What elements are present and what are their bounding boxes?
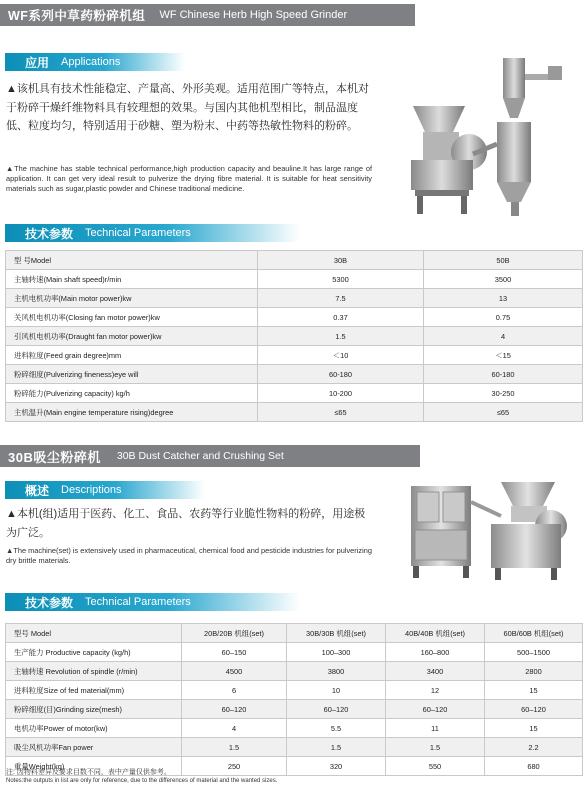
table-cell: 40B/40B 机组(set): [386, 624, 485, 643]
table-cell: 6: [182, 681, 287, 700]
descriptions-heading: [5, 481, 205, 499]
table-cell: 20B/20B 机组(set): [182, 624, 287, 643]
table-cell: 100–300: [287, 643, 386, 662]
header-title-cn: WF系列中草药粉碎机组: [8, 9, 146, 23]
table-cell: 1.5: [182, 738, 287, 757]
table-cell: 60-180: [258, 365, 424, 384]
section2-bar: [0, 445, 420, 467]
grinder-machine-image: [405, 44, 580, 222]
table-cell: 50B: [424, 251, 583, 270]
table-cell: ≤65: [258, 403, 424, 422]
table-cell: 500–1500: [485, 643, 583, 662]
row-label: 进料粒度(Feed grain degree)mm: [6, 346, 258, 365]
applications-heading-en: Applications: [61, 56, 121, 68]
table-cell: 4500: [182, 662, 287, 681]
tech1-heading-en: Technical Parameters: [85, 227, 191, 239]
row-label: 粉碎能力(Pulverizing capacity) kg/h: [6, 384, 258, 403]
table-row: [6, 289, 583, 308]
footnote-cn: 注: 因物料差异及要求目数不同，表中产量仅供参考。: [6, 769, 171, 776]
table-cell: 10: [287, 681, 386, 700]
table-row: [6, 327, 583, 346]
table-row: [6, 403, 583, 422]
table-cell: 320: [287, 757, 386, 776]
table-cell: 30B: [258, 251, 424, 270]
row-label: 粉碎细度(Pulverizing fineness)eye will: [6, 365, 258, 384]
descriptions-text-cn: ▲本机(组)适用于医药、化工、食品、农药等行业脆性物料的粉碎，用途极为广泛。: [6, 508, 366, 539]
applications-text-en: ▲The machine has stable technical performance,high production capacity and beauline.It has large range of application. It can get very ideal result to pulverize the drying fibre material. It is suitable for heat sensitivity materials such as sugar,plastic powder and Chinese traditional medicine.: [6, 164, 372, 193]
table-cell: 160–800: [386, 643, 485, 662]
table-cell: 10-200: [258, 384, 424, 403]
table-cell: 15: [485, 719, 583, 738]
table-cell: ≤65: [424, 403, 583, 422]
table-row: [6, 308, 583, 327]
applications-heading-cn: 应用: [25, 55, 50, 70]
table-cell: 15: [485, 681, 583, 700]
table-cell: 3800: [287, 662, 386, 681]
header-title-en: WF Chinese Herb High Speed Grinder: [159, 9, 348, 21]
table-cell: 250: [182, 757, 287, 776]
table-row: [6, 251, 583, 270]
descriptions-heading-cn: 概述: [25, 483, 50, 498]
table-row: [6, 643, 583, 662]
row-label: 主机温升(Main engine temperature rising)degree: [6, 403, 258, 422]
table-cell: 60–120: [287, 700, 386, 719]
table-cell: 0.75: [424, 308, 583, 327]
descriptions-heading-en: Descriptions: [61, 484, 122, 496]
descriptions-text-en: ▲The machine(set) is extensively used in pharmaceutical, chemical food and pesticide industries for pulverizing dry brittle materials.: [6, 546, 372, 565]
tech1-heading: [5, 224, 300, 242]
table-cell: 5.5: [287, 719, 386, 738]
row-label: 关风机电机功率(Closing fan motor power)kw: [6, 308, 258, 327]
table-cell: 60B/60B 机组(set): [485, 624, 583, 643]
table-cell: 3400: [386, 662, 485, 681]
row-label: 型号 Model: [6, 624, 182, 643]
table-cell: 60–150: [182, 643, 287, 662]
table-row: [6, 365, 583, 384]
table-cell: 0.37: [258, 308, 424, 327]
table-cell: 4: [182, 719, 287, 738]
dust-catcher-set-image: [405, 472, 583, 584]
table-row: [6, 719, 583, 738]
tech2-table: [5, 623, 583, 776]
table-cell: 60-180: [424, 365, 583, 384]
table-cell: 680: [485, 757, 583, 776]
table-row: [6, 681, 583, 700]
row-label: 吸尘风机功率Fan power: [6, 738, 182, 757]
applications-text-cn: ▲该机具有技术性能稳定、产量高、外形美观。适用范围广等特点，本机对于粉碎干燥纤维物料具有较理想的效果。与国内其他机型相比，制品温度低、粒度均匀，特别适用于砂糖、塑为粉末、中药等热敏性物料的粉碎。: [6, 83, 369, 132]
row-label: 电机功率Power of motor(kw): [6, 719, 182, 738]
table-cell: 60–120: [386, 700, 485, 719]
table-cell: 60–120: [485, 700, 583, 719]
row-label: 引风机电机功率(Draught fan motor power)kw: [6, 327, 258, 346]
row-label: 重量Weight(kg): [6, 757, 182, 776]
table-cell: 1.5: [258, 327, 424, 346]
applications-heading: [5, 53, 185, 71]
section2-title-cn: 30B吸尘粉碎机: [8, 449, 101, 465]
table-row: [6, 624, 583, 643]
table-cell: 1.5: [287, 738, 386, 757]
row-label: 主轴转速 Revolution of spindle (r/min): [6, 662, 182, 681]
row-label: 进料粒度Size of fed material(mm): [6, 681, 182, 700]
tech2-heading-cn: 技术参数: [25, 595, 74, 610]
table-cell: 30-250: [424, 384, 583, 403]
table-cell: 550: [386, 757, 485, 776]
table-cell: 11: [386, 719, 485, 738]
table-row: [6, 700, 583, 719]
table-row: [6, 270, 583, 289]
table-cell: 2.2: [485, 738, 583, 757]
row-label: 主轴转速(Main shaft speed)r/min: [6, 270, 258, 289]
table-cell: ＜15: [424, 346, 583, 365]
row-label: 主机电机功率(Main motor power)kw: [6, 289, 258, 308]
table-row: [6, 738, 583, 757]
table-cell: 5300: [258, 270, 424, 289]
tech1-table: [5, 250, 583, 422]
header-bar: [0, 4, 415, 26]
table-cell: 2800: [485, 662, 583, 681]
table-cell: 4: [424, 327, 583, 346]
table-row: [6, 662, 583, 681]
tech1-heading-cn: 技术参数: [25, 226, 74, 241]
table-row: [6, 384, 583, 403]
table-cell: 1.5: [386, 738, 485, 757]
table-cell: 30B/30B 机组(set): [287, 624, 386, 643]
tech2-heading-en: Technical Parameters: [85, 596, 191, 608]
tech2-heading: [5, 593, 300, 611]
table-cell: 13: [424, 289, 583, 308]
table-cell: 12: [386, 681, 485, 700]
footnote-en: Notes:the outputs in list are only for reference, due to the differences of material and the wanted sizes.: [6, 778, 278, 784]
section2-title-en: 30B Dust Catcher and Crushing Set: [116, 450, 284, 462]
table-cell: ＜10: [258, 346, 424, 365]
table-row: [6, 346, 583, 365]
row-label: 生产能力 Productive capacity (kg/h): [6, 643, 182, 662]
table-cell: 60–120: [182, 700, 287, 719]
row-label: 型 号Model: [6, 251, 258, 270]
table-cell: 3500: [424, 270, 583, 289]
table-cell: 7.5: [258, 289, 424, 308]
row-label: 粉碎细度(目)Grinding size(mesh): [6, 700, 182, 719]
